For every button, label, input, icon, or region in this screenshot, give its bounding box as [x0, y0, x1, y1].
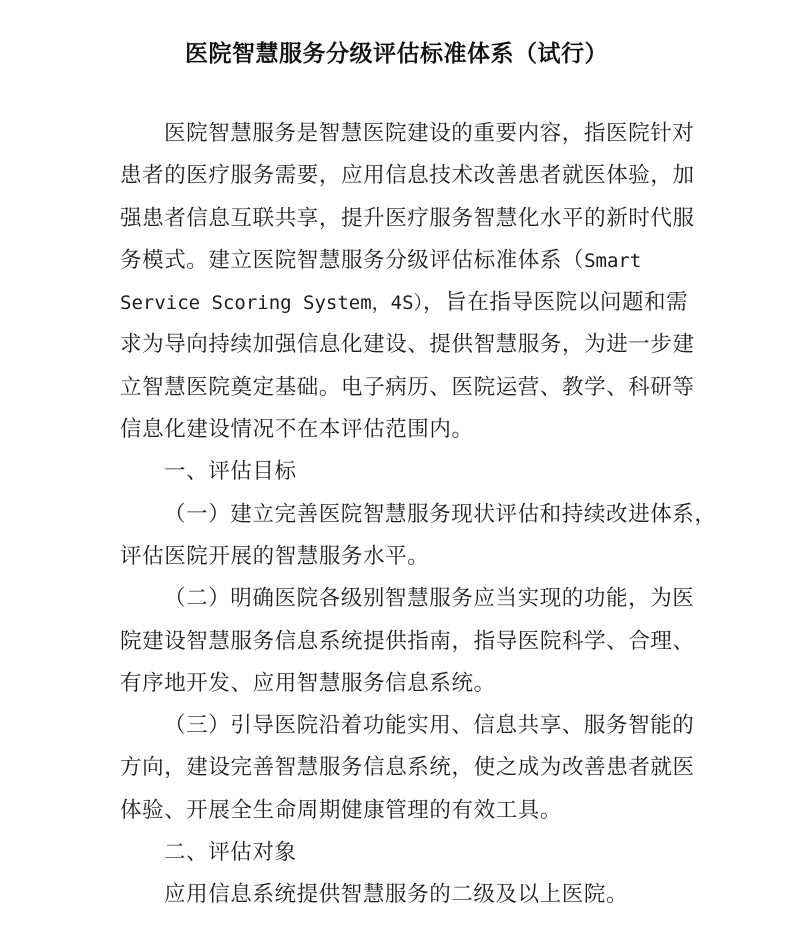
- goal-item-2: [120, 578, 695, 705]
- goal-item-1: [120, 494, 717, 579]
- text-line: 方向，建设完善智慧服务信息系统，使之成为改善患者就医: [120, 755, 695, 781]
- text-line: 体验、开展全生命周期健康管理的有效工具。: [120, 797, 563, 823]
- intro-paragraph: [120, 113, 695, 451]
- document-title: 医院智慧服务分级评估标准体系（试行）: [185, 41, 608, 67]
- text-line: 信息化建设情况不在本评估范围内。: [120, 417, 474, 443]
- text-line: 评估医院开展的智慧服务水平。: [120, 543, 430, 569]
- text-line: （二）明确医院各级别智慧服务应当实现的功能，为医: [164, 586, 695, 612]
- text-segment-latin: Service Scoring System，4S）: [120, 292, 424, 315]
- text-segment: 务模式。建立医院智慧服务分级评估标准体系（: [120, 247, 585, 273]
- text-line: 立智慧医院奠定基础。电子病历、医院运营、教学、科研等: [120, 374, 695, 400]
- text-line: [120, 282, 689, 324]
- text-line: [120, 240, 680, 282]
- goal-item-3: [120, 705, 695, 832]
- text-line: （三）引导医院沿着功能实用、信息共享、服务智能的: [164, 713, 695, 739]
- text-line: 患者的医疗服务需要，应用信息技术改善患者就医体验，加: [120, 163, 695, 189]
- text-line: 医院智慧服务是智慧医院建设的重要内容，指医院针对: [164, 121, 695, 146]
- section-heading-scope: 二、评估对象: [164, 840, 297, 866]
- document-body: [120, 113, 717, 917]
- section-heading-goals: 一、评估目标: [164, 459, 297, 485]
- text-line: 有序地开发、应用智慧服务信息系统。: [120, 670, 496, 696]
- text-segment-latin: Smart: [584, 249, 642, 272]
- text-segment: ，旨在指导医院以问题和需: [423, 290, 689, 316]
- scope-paragraph: 应用信息系统提供智慧服务的二级及以上医院。: [164, 882, 629, 908]
- text-line: 院建设智慧服务信息系统提供指南，指导医院科学、合理、: [120, 628, 695, 654]
- text-line: 求为导向持续加强信息化建设、提供智慧服务，为进一步建: [120, 332, 695, 358]
- text-line: 强患者信息互联共享，提升医疗服务智慧化水平的新时代服: [120, 205, 695, 231]
- text-line: （一）建立完善医院智慧服务现状评估和持续改进体系，: [164, 501, 717, 527]
